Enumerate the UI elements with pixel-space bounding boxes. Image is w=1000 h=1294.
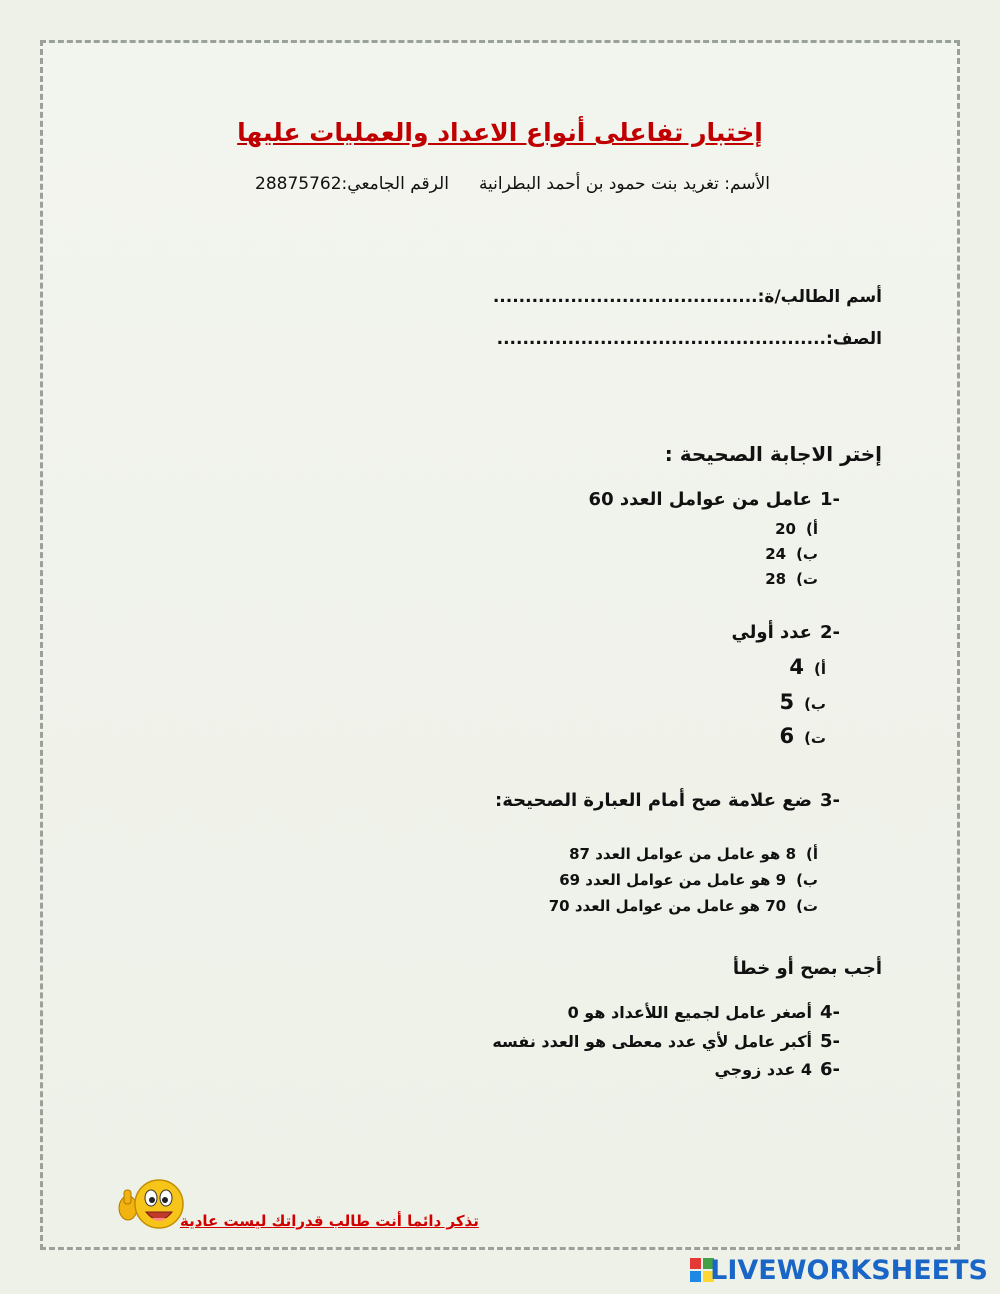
motivational-footer: تذكر دائما أنت طالب قدراتك ليست عادية (180, 1212, 479, 1230)
q2-option-b[interactable]: ب)5 (779, 690, 826, 714)
q3-statement-c[interactable]: ت)70 هو عامل من عوامل العدد 70 (548, 897, 818, 915)
q2-option-c[interactable]: ت)6 (779, 724, 826, 748)
section-heading-choose: إختر الاجابة الصحيحة : (664, 442, 882, 466)
thumbs-up-smiley-icon (114, 1174, 184, 1234)
question-1 (589, 489, 840, 510)
q1-option-a[interactable]: أ)20 (775, 520, 818, 538)
q2-option-a[interactable]: أ)4 (789, 655, 826, 679)
question-number: -2 (819, 622, 840, 643)
student-name-field[interactable]: أسم الطالب/ة:......................................... (492, 287, 882, 307)
question-2 (731, 622, 840, 643)
question-5[interactable]: -5أكبر عامل لأي عدد معطى هو العدد نفسه (492, 1031, 840, 1052)
question-4[interactable]: -4أصغر عامل لجميع اللأعداد هو 0 (567, 1002, 840, 1023)
question-3 (495, 790, 840, 811)
student-id: الرقم الجامعي:28875762 (255, 174, 449, 194)
question-text: ضع علامة صح أمام العبارة الصحيحة: (495, 790, 812, 811)
page-title: إختبار تفاعلى أنواع الاعداد والعمليات عليها (237, 118, 763, 147)
q1-option-c[interactable]: ت)28 (765, 570, 818, 588)
question-number: -3 (819, 790, 840, 811)
author-info (255, 174, 770, 194)
question-6[interactable]: -64 عدد زوجي (714, 1059, 840, 1080)
section-heading-true-false: أجب بصح أو خطأ (732, 958, 882, 979)
q1-option-b[interactable]: ب)24 (765, 545, 818, 563)
author-name: الأسم: تغريد بنت حمود بن أحمد البطرانية (478, 174, 770, 194)
question-text: عامل من عوامل العدد 60 (588, 489, 812, 510)
q3-statement-a[interactable]: أ)8 هو عامل من عوامل العدد 87 (569, 845, 818, 863)
q3-statement-b[interactable]: ب)9 هو عامل من عوامل العدد 69 (559, 871, 818, 889)
brand-watermark: LIVEWORKSHEETS (710, 1255, 988, 1286)
grade-field[interactable]: الصف:................................................... (496, 329, 882, 349)
question-number: -1 (819, 489, 840, 510)
question-text: عدد أولي (731, 622, 812, 643)
